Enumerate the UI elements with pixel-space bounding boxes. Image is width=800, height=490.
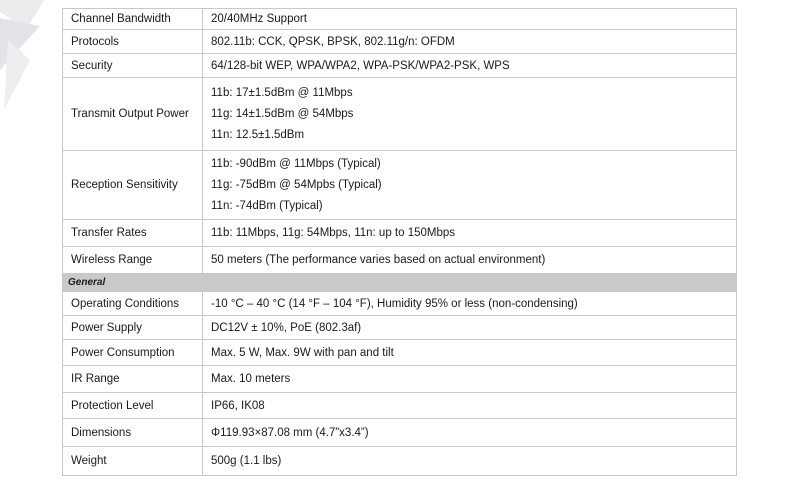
spec-value [203, 30, 737, 54]
spec-label: Channel Bandwidth [63, 9, 203, 30]
spec-row-protection-level [63, 393, 737, 419]
spec-value-line: IP66, IK08 [211, 399, 265, 412]
spec-label: Power Consumption [63, 340, 203, 366]
spec-label: Transmit Output Power [63, 78, 203, 151]
spec-value [203, 393, 737, 419]
spec-row-transfer-rates [63, 220, 737, 247]
spec-row-power-consumption [63, 340, 737, 366]
spec-row-weight [63, 447, 737, 476]
spec-row-dimensions [63, 419, 737, 447]
spec-value [203, 54, 737, 78]
spec-value [203, 151, 737, 220]
spec-value-line: Max. 5 W, Max. 9W with pan and tilt [211, 346, 394, 359]
spec-row-operating-conditions [63, 292, 737, 316]
spec-label: Wireless Range [63, 247, 203, 274]
spec-row-security [63, 54, 737, 78]
section-title: General [63, 274, 737, 292]
spec-value [203, 292, 737, 316]
spec-row-protocols [63, 30, 737, 54]
spec-value-line: 802.11b: CCK, QPSK, BPSK, 802.11g/n: OFDM [211, 35, 455, 48]
spec-value [203, 316, 737, 340]
spec-value-line: 11n: 12.5±1.5dBm [211, 128, 305, 141]
spec-value [203, 78, 737, 151]
spec-label: Power Supply [63, 316, 203, 340]
spec-table [62, 8, 737, 476]
spec-label: Security [63, 54, 203, 78]
spec-value-line: 500g (1.1 lbs) [211, 455, 282, 467]
spec-row-power-supply [63, 316, 737, 340]
spec-value-line: 11n: -74dBm (Typical) [211, 199, 323, 212]
spec-value-line: -10 °C – 40 °C (14 °F – 104 °F), Humidity 95% or less (non-condensing) [211, 297, 578, 310]
decorative-shard-shapes [0, 0, 62, 120]
spec-label: Operating Conditions [63, 292, 203, 316]
spec-label: Weight [63, 447, 203, 476]
spec-label: Transfer Rates [63, 220, 203, 247]
spec-value [203, 9, 737, 30]
spec-label: IR Range [63, 366, 203, 393]
spec-value-line: 64/128-bit WEP, WPA/WPA2, WPA-PSK/WPA2-PSK, WPS [211, 59, 510, 72]
section-header-general [63, 274, 737, 292]
spec-value-line: 11b: -90dBm @ 11Mbps (Typical) [211, 157, 381, 170]
spec-value [203, 447, 737, 476]
spec-row-transmit-output-power [63, 78, 737, 151]
spec-value-line: 11b: 11Mbps, 11g: 54Mbps, 11n: up to 150Mbps [211, 227, 456, 239]
spec-value-line: 11b: 17±1.5dBm @ 11Mbps [211, 86, 353, 99]
spec-value-line: 11g: -75dBm @ 54Mpbs (Typical) [211, 178, 382, 191]
spec-label: Reception Sensitivity [63, 151, 203, 220]
spec-row-reception-sensitivity [63, 151, 737, 220]
spec-label: Protocols [63, 30, 203, 54]
spec-value [203, 247, 737, 274]
spec-value [203, 220, 737, 247]
spec-row-channel-bandwidth [63, 9, 737, 30]
spec-value-line: Φ119.93×87.08 mm (4.7”x3.4”) [211, 426, 369, 439]
spec-value-line: Max. 10 meters [211, 373, 291, 385]
spec-value [203, 419, 737, 447]
spec-value [203, 366, 737, 393]
spec-value-line: 20/40MHz Support [211, 13, 307, 25]
spec-label: Dimensions [63, 419, 203, 447]
spec-value-line: 50 meters (The performance varies based on actual environment) [211, 254, 546, 266]
spec-value-line: DC12V ± 10%, PoE (802.3af) [211, 321, 362, 334]
spec-row-ir-range [63, 366, 737, 393]
spec-row-wireless-range [63, 247, 737, 274]
spec-value [203, 340, 737, 366]
spec-label: Protection Level [63, 393, 203, 419]
spec-value-line: 11g: 14±1.5dBm @ 54Mbps [211, 107, 354, 120]
